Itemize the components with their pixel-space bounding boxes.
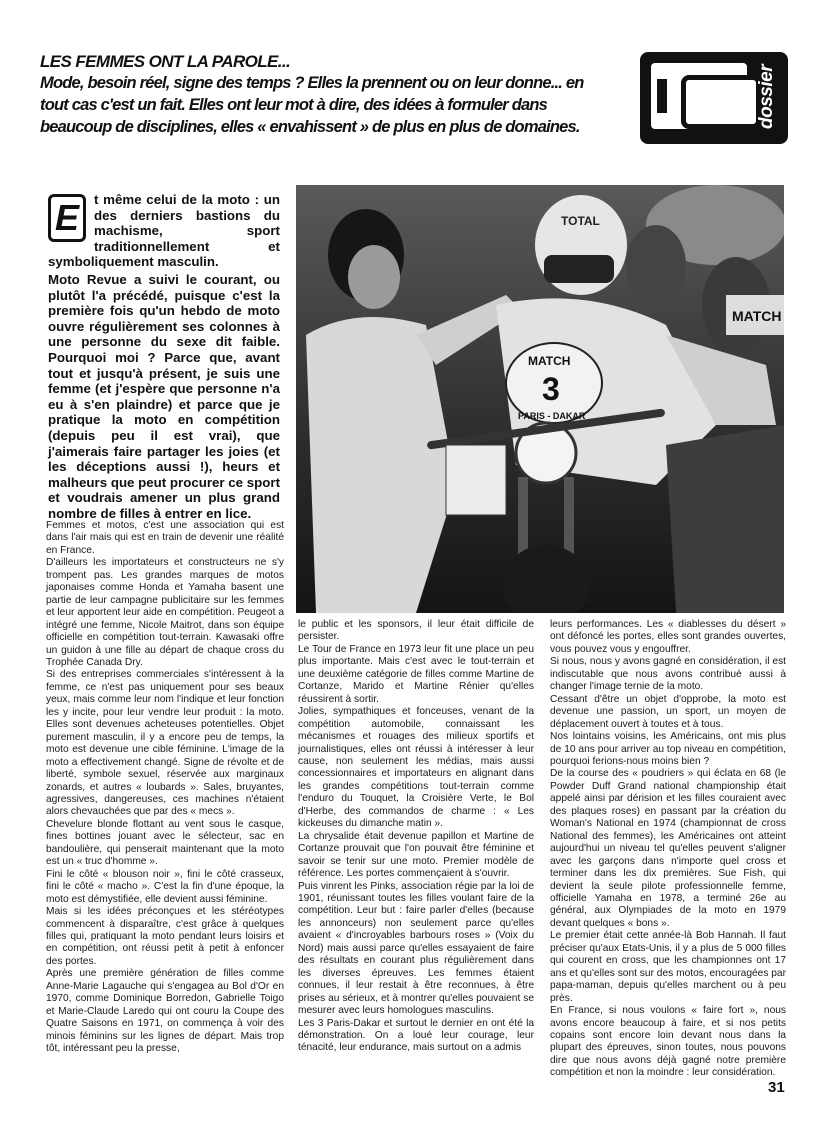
dossier-badge [640,52,788,144]
paragraph: Mais si les idées préconçues et les stéréotypes commencent à disparaître, c'est grâce à quelques filles qui, pratiquant la moto pendant leurs loisirs et en compétition, ont réussi petit à petit à enfoncer des portes. [46,906,284,967]
spectator-shape [626,225,686,305]
paragraph: Après une première génération de filles comme Anne-Marie Lagauche qui s'engagea au Bol d'Or en 1970, comme Dominique Borredon, Gabrielle Toigo et Marie-Claude Laredo qui ont couru la Coupe des Quatre Saisons en 1971, on commença à voir des minois féminins sur les lignes de départ. Mais trop tôt, intéressant peu la presse, [46,968,284,1055]
rally-photo [296,185,784,613]
plate-label: PARIS - DAKAR [518,411,586,421]
side-panel [446,445,506,515]
mechanic-face [348,245,400,309]
paragraph: La chrysalide était devenue papillon et Martine de Cortanze prouvait que l'on pouvait être féminine et savoir se tenir sur une moto. Premier modèle de référence. Les portes commençaient à s'ouvrir. [298,830,534,880]
paragraph: Puis vinrent les Pinks, association régie par la loi de 1901, réunissant toutes les filles voulant faire de la compétition. Leur but : faire parler d'elles (because les annonceurs) non seulement parce qu'elles avaient « d'incroyables barbours roses » (Voix du Nord) mais aussi parce qu'elles essayaient de faire des résultats en courant plus régulièrement dans les diverses épreuves. Les femmes étaient connues, il leur restait à être reconnues, à être prises au sérieux, et à montrer qu'elles pouvaient se mesurer avec leurs homologues masculins. [298,880,534,1017]
paragraph: Femmes et motos, c'est une association qui est dans l'air mais qui est en train de devenir une réalité en France. [46,520,284,556]
paragraph: leurs performances. Les « diablesses du désert » ont défoncé les portes, elles sont grandes ouvertes, vous pouvez vous y engouffrer. [550,619,786,655]
paragraph: Les 3 Paris-Dakar et surtout le dernier en ont été la démonstration. On a loué leur courage, leur ténacité, leur endurance, mais surtout on a admis [298,1017,534,1054]
visor-shape [544,255,614,283]
clip-icon [657,79,667,113]
paragraph: De la course des « poudriers » qui éclata en 68 (le Powder Duff Grand national championship était appelé ainsi par dérision et les filles couraient avec des plaques roses) en passant par la création du Woman's National en 1974 (championnat de cross National des femmes), les Américaines ont atteint aujourd'hui un niveau tel qu'elles peuvent s'aligner avec les garçons dans n'importe quel cross et terminer dans les dix premières. Sue Fish, qui devient la seule pilote professionnelle femme, officielle Yamaha en 1978, a terminé 26e au général, aux Olympiades de la moto en 1979 devant quelques « bons ». [550,768,786,929]
paragraph: Si nous, nous y avons gagné en considération, il est indiscutable que nous avons contribué aussi à changer l'image ternie de la moto. [550,656,786,693]
intro-block [48,192,280,523]
paragraph: le public et les sponsors, il leur était difficile de persister. [298,619,534,643]
paragraph: Le premier était cette année-là Bob Hannah. Il faut préciser qu'aux Etats-Unis, il y a plus de 5 000 filles qui courent en cross, que les championnes ont 17 ans et qu'elles sont sur des motos, encouragées par papa-maman, depuis qu'elles marchent ou à peu près. [550,930,786,1004]
article-header [40,52,600,138]
helmet-text: TOTAL [561,214,600,228]
drop-cap: E [48,194,86,242]
article-column-3 [550,619,786,1080]
article-column-1 [46,520,284,1055]
dossier-label: dossier [756,64,777,130]
paragraph: Cessant d'être un objet d'opprobe, la moto est devenue une passion, un sport, un moyen de déplacement ouvert à toutes et à tous. [550,693,786,730]
spectator-lower [666,425,784,613]
paragraph: D'ailleurs les importateurs et constructeurs ne s'y trompent pas. Les grandes marques de motos japonaises comme Honda et Yamaha basent une partie de leur campagne publicitaire sur les femmes et leur apportent leur aide en compétition. Peugeot a intégré une femme, Nicole Maitrot, dans son équipe officielle en compétition tout-terrain. Kawasaki offre un guidon à une fille au départ de chaque cross du Trophée Canada Dry. [46,557,284,668]
briefcase-handle-icon [681,75,761,129]
paragraph: Si des entreprises commerciales s'intéressent à la femme, ce n'est pas uniquement pour ses beaux yeux, mais comme leur nom l'indique et leur fonction les y incite, pour leur vendre leur produit : la moto. Elles sont devenues acheteuses potentielles. Objet purement masculin, il y a encore peu de temps, la moto est devenue une cible féminine. L'image de la moto a effectivement changé. Signe de révolte et de liberté, symbole sexuel, réservée aux marginaux zonards, et autres « loubards ». Sales, bruyantes, agressives, dangereuses, ces machines n'étaient alors chevauchées que par des « mecs ». [46,669,284,818]
plate-brand: MATCH [528,354,571,368]
page-number: 31 [768,1079,785,1096]
paragraph: Nos lointains voisins, les Américains, ont mis plus de 10 ans pour arriver au top niveau en compétition, pourquoi ferions-nous moins bien ? [550,731,786,767]
intro-paragraph-2: Moto Revue a suivi le courant, ou plutôt l'a précédé, puisque c'est la première fois qu'un hebdo de moto ouvre régulièrement ses colonnes à une personne du sexe dit faible. Pourquoi moi ? Parce que, avant tout et jusqu'à présent, je suis une femme (et j'espère que personne n'a eu à s'en plaindre) et parce que je pratique la moto en compétition (depuis peu il est vrai), que j'aimerais faire partager les joies (et les déceptions aussi !), heurs et malheurs que peut procurer ce sport et voudrais amener un plus grand nombre de filles à entrer en lice. [48,271,281,521]
article-title: LES FEMMES ONT LA PAROLE... [40,52,291,71]
intro-text-1: t même celui de la moto : un des derniers bastions du machisme, sport traditionnellement et symboliquement masculin. [48,192,280,270]
paragraph: Fini le côté « blouson noir », fini le côté crasseux, fini le côté « macho ». C'est la fin d'une époque, la moto est démystifiée, elle devient aussi féminine. [46,868,284,905]
paragraph: Chevelure blonde flottant au vent sous le casque, fines bottines jouant avec le sélecteur, sac en bandoulière, qui penserait maintenant que la moto est un « truc d'homme ». [46,818,284,868]
photo-illustration [296,185,784,613]
paragraph: Jolies, sympathiques et fonceuses, venant de la compétition automobile, connaissant les mécanismes et rouages des milieux sportifs et journalistiques, elles ont réussi à intéresser à leur cause, non seulement les médias, mais aussi concessionnaires et importateurs en alignant dans les grandes compétitions tout-terrain comme l'enduro du Touquet, la Croisière Verte, le Bol d'Herbe, des commandos de charme : « Les kickeuses du dimanche matin ». [298,706,534,830]
paragraph: En France, si nous voulons « faire fort », nous avons encore beaucoup à faire, et si nos petits copains sont encore loin devant nous dans la plupart des épreuves, sinon toutes, nous pouvons dire que nous avons déjà gagné notre première compétition et non la moindre : leur considération. [550,1005,786,1079]
article-subtitle: Mode, besoin réel, signe des temps ? Elles la prennent ou on leur donne... en tout cas c'est un fait. Elles ont leur mot à dire, des idées à formuler dans beaucoup de disciplines, elles « envahissent » de plus en plus de domaines. [40,74,584,136]
paragraph: Le Tour de France en 1973 leur fit une place un peu plus importante. Mais c'est avec le tout-terrain et une deuxième catégorie de filles comme Martine de Cortanze, Marido et Martine Rénier qu'elles réussirent à sortir. [298,643,534,705]
side-sign-text: MATCH [732,308,782,324]
intro-paragraph-1 [48,192,280,270]
plate-number: 3 [542,371,560,407]
article-column-2 [298,619,534,1055]
